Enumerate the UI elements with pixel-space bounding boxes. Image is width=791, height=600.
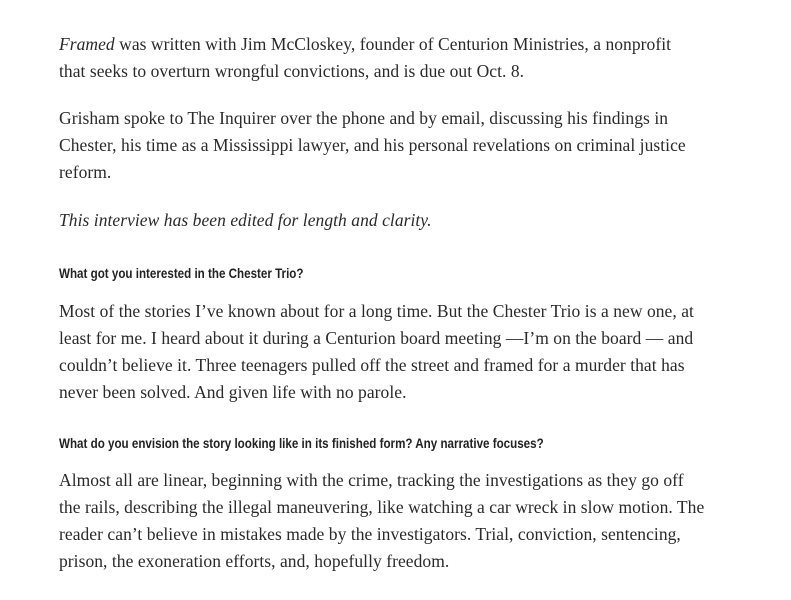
context-line-1: Grisham spoke to The Inquirer over the phone and by email, discussing his findings in [59, 108, 669, 128]
answer-2-line-4: prison, the exoneration efforts, and, hopefully freedom. [59, 551, 450, 571]
answer-1-line-4: never been solved. And given life with no parole. [59, 382, 407, 402]
answer-1-line-3: couldn’t believe it. Three teenagers pulled off the street and framed for a murder that has [59, 355, 685, 375]
interview-answer-1 [59, 298, 694, 406]
intro-text-line-2: that seeks to overturn wrongful convictions, and is due out Oct. 8. [59, 61, 525, 81]
answer-1-line-1: Most of the stories I’ve known about for a long time. But the Chester Trio is a new one, at [59, 301, 694, 321]
answer-2-line-2: the rails, describing the illegal maneuvering, like watching a car wreck in slow motion. The [59, 497, 705, 517]
answer-2-line-1: Almost all are linear, beginning with the crime, tracking the investigations as they go off [59, 470, 684, 490]
context-line-2: Chester, his time as a Mississippi lawyer, and his personal revelations on criminal justice [59, 135, 686, 155]
interview-question-1: What got you interested in the Chester Trio? [59, 266, 304, 281]
interview-answer-2 [59, 467, 704, 575]
intro-paragraph [59, 31, 671, 85]
book-title: Framed [59, 34, 115, 54]
editor-note: This interview has been edited for length and clarity. [59, 210, 432, 230]
context-line-3: reform. [59, 162, 112, 182]
answer-1-line-2: least for me. I heard about it during a Centurion board meeting —I’m on the board — and [59, 328, 694, 348]
context-paragraph [59, 105, 686, 186]
answer-2-line-3: reader can’t believe in mistakes made by the investigators. Trial, conviction, sentencing, [59, 524, 681, 544]
interview-question-2: What do you envision the story looking like in its finished form? Any narrative focuses? [59, 436, 544, 451]
intro-text-line-1: was written with Jim McCloskey, founder of Centurion Ministries, a nonprofit [114, 34, 672, 54]
